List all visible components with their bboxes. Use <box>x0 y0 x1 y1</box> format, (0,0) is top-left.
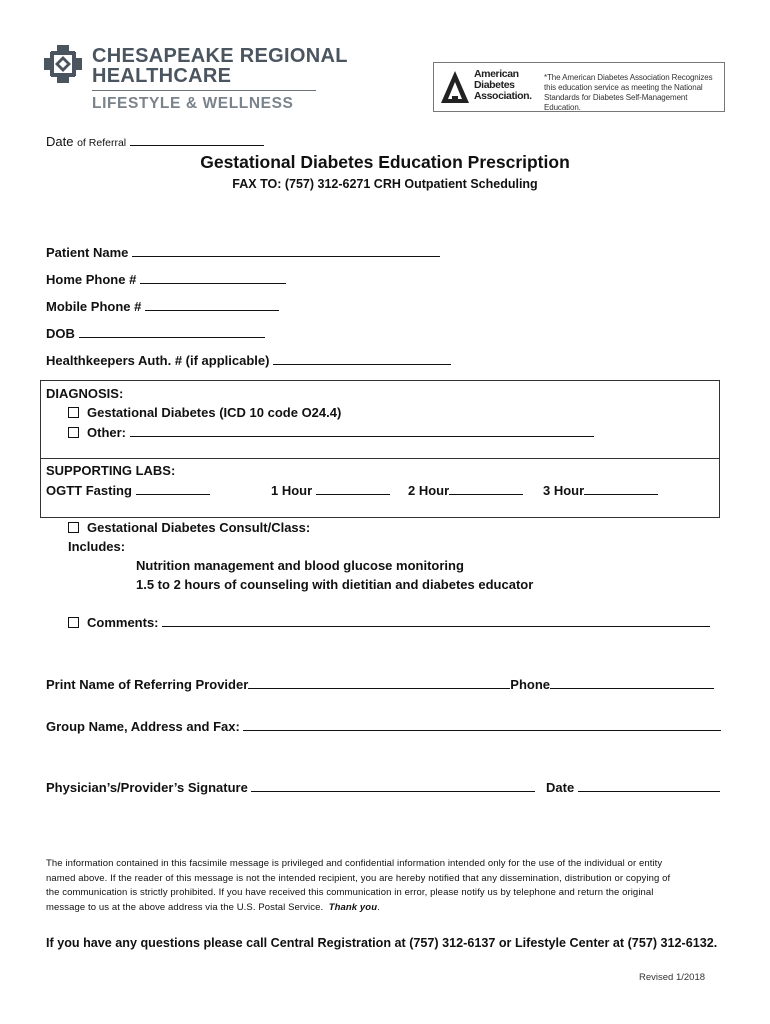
two-hour-row <box>408 482 523 498</box>
auth-field[interactable] <box>273 352 451 365</box>
org-name-line2: HEALTHCARE <box>92 65 232 87</box>
confidentiality-line4: message to us at the above address via the U.S. Postal Service. Thank you. <box>46 901 380 913</box>
one-hour-row <box>271 482 390 498</box>
mobile-phone-label: Mobile Phone # <box>46 299 142 314</box>
comments-checkbox[interactable] <box>68 617 79 628</box>
home-phone-field[interactable] <box>140 271 286 284</box>
auth-label: Healthkeepers Auth. # (if applicable) <box>46 353 270 368</box>
ada-text-line2: this education service as meeting the National <box>544 83 703 92</box>
provider-phone-label: Phone <box>510 677 551 692</box>
date-of-referral-field[interactable] <box>130 133 264 146</box>
other-option-label: Other: <box>87 425 126 440</box>
patient-name-row <box>46 244 440 260</box>
one-hour-label: 1 Hour <box>271 483 313 498</box>
referring-provider-field[interactable] <box>248 676 510 689</box>
comments-label: Comments: <box>87 615 159 630</box>
ogtt-fasting-row <box>46 482 210 498</box>
one-hour-field[interactable] <box>316 482 390 495</box>
includes-item-nutrition: Nutrition management and blood glucose monitoring <box>136 558 464 573</box>
ada-triangle-logo-icon <box>440 70 470 104</box>
ada-name-line3: Association. <box>474 90 532 102</box>
signature-field[interactable] <box>251 779 535 792</box>
group-field[interactable] <box>243 718 721 731</box>
confidentiality-line2: named above. If the reader of this message is not the intended recipient, you are hereby notified that any dissemination, distribution or copying of <box>46 872 671 884</box>
other-checkbox[interactable] <box>68 427 79 438</box>
of-referral-label: of Referral <box>77 137 127 149</box>
ada-text-line1: *The American Diabetes Association Recognizes <box>544 73 713 82</box>
dob-field[interactable] <box>79 325 265 338</box>
signature-date-label: Date <box>546 780 575 795</box>
logo-divider <box>92 90 316 91</box>
group-row <box>46 718 721 734</box>
consult-checkbox[interactable] <box>68 522 79 533</box>
confidentiality-line3: the communication is strictly prohibited. If you have received this communication in error, please notify us by telephone and return the original <box>46 887 654 898</box>
two-hour-label: 2 Hour <box>408 483 450 498</box>
provider-phone-field[interactable] <box>550 676 714 689</box>
patient-name-label: Patient Name <box>46 245 129 260</box>
signature-row <box>46 779 535 795</box>
confidentiality-line4-text: message to us at the above address via the U.S. Postal Service. <box>46 901 324 913</box>
ogtt-fasting-label: OGTT Fasting <box>46 483 132 498</box>
signature-label: Physician’s/Provider’s Signature <box>46 780 248 795</box>
auth-row <box>46 352 451 368</box>
fax-line: FAX TO: (757) 312-6271 CRH Outpatient Scheduling <box>232 177 538 191</box>
diagnosis-option-gdm[interactable] <box>68 405 341 420</box>
signature-date-field[interactable] <box>578 779 720 792</box>
includes-label: Includes: <box>68 539 126 554</box>
includes-item-counseling: 1.5 to 2 hours of counseling with dietitian and diabetes educator <box>136 577 534 592</box>
mobile-phone-field[interactable] <box>145 298 279 311</box>
home-phone-row <box>46 271 286 287</box>
gdm-checkbox[interactable] <box>68 407 79 418</box>
date-of-referral-row <box>46 133 264 149</box>
confidentiality-line1: The information contained in this facsimile message is privileged and confidential information intended only for the use of the individual or entity <box>46 858 663 869</box>
home-phone-label: Home Phone # <box>46 272 137 287</box>
three-hour-label: 3 Hour <box>543 483 585 498</box>
comments-field[interactable] <box>162 614 710 627</box>
ada-name <box>474 69 532 102</box>
group-label: Group Name, Address and Fax: <box>46 719 240 734</box>
consult-option[interactable] <box>68 520 310 535</box>
gdm-option-label: Gestational Diabetes (ICD 10 code O24.4) <box>87 405 342 420</box>
ada-text-line3: Standards for Diabetes Self-Management Education. <box>544 93 688 112</box>
date-label: Date <box>46 134 74 149</box>
diagnosis-heading: DIAGNOSIS: <box>46 386 124 401</box>
fasting-field[interactable] <box>136 482 210 495</box>
referring-provider-row <box>46 676 714 692</box>
patient-name-field[interactable] <box>132 244 440 257</box>
chesapeake-logo-mark-icon <box>44 45 82 83</box>
three-hour-row <box>543 482 658 498</box>
thank-you-text: Thank you <box>328 901 378 913</box>
dob-row <box>46 325 265 341</box>
other-diagnosis-field[interactable] <box>130 424 594 437</box>
ada-recognition-badge <box>433 62 725 112</box>
three-hour-field[interactable] <box>584 482 658 495</box>
mobile-phone-row <box>46 298 279 314</box>
supporting-labs-heading: SUPPORTING LABS: <box>46 463 176 478</box>
comments-row <box>68 614 710 630</box>
org-name-line1: CHESAPEAKE REGIONAL <box>92 45 348 67</box>
dob-label: DOB <box>46 326 75 341</box>
diagnosis-option-other[interactable] <box>68 424 594 440</box>
ada-name-line1: American <box>474 68 519 80</box>
org-subtitle: LIFESTYLE & WELLNESS <box>92 95 294 112</box>
ada-recognition-text <box>544 73 724 113</box>
signature-date-row <box>546 779 720 795</box>
form-title: Gestational Diabetes Education Prescription <box>200 152 570 172</box>
referring-provider-label: Print Name of Referring Provider <box>46 677 249 692</box>
revised-date: Revised 1/2018 <box>639 972 706 983</box>
two-hour-field[interactable] <box>449 482 523 495</box>
ada-name-line2: Diabetes <box>474 79 515 91</box>
confidentiality-notice <box>46 857 670 915</box>
questions-line: If you have any questions please call Central Registration at (757) 312-6137 or Lifestyle Center at (757) 312-6132. <box>46 936 718 950</box>
consult-option-label: Gestational Diabetes Consult/Class: <box>87 520 311 535</box>
